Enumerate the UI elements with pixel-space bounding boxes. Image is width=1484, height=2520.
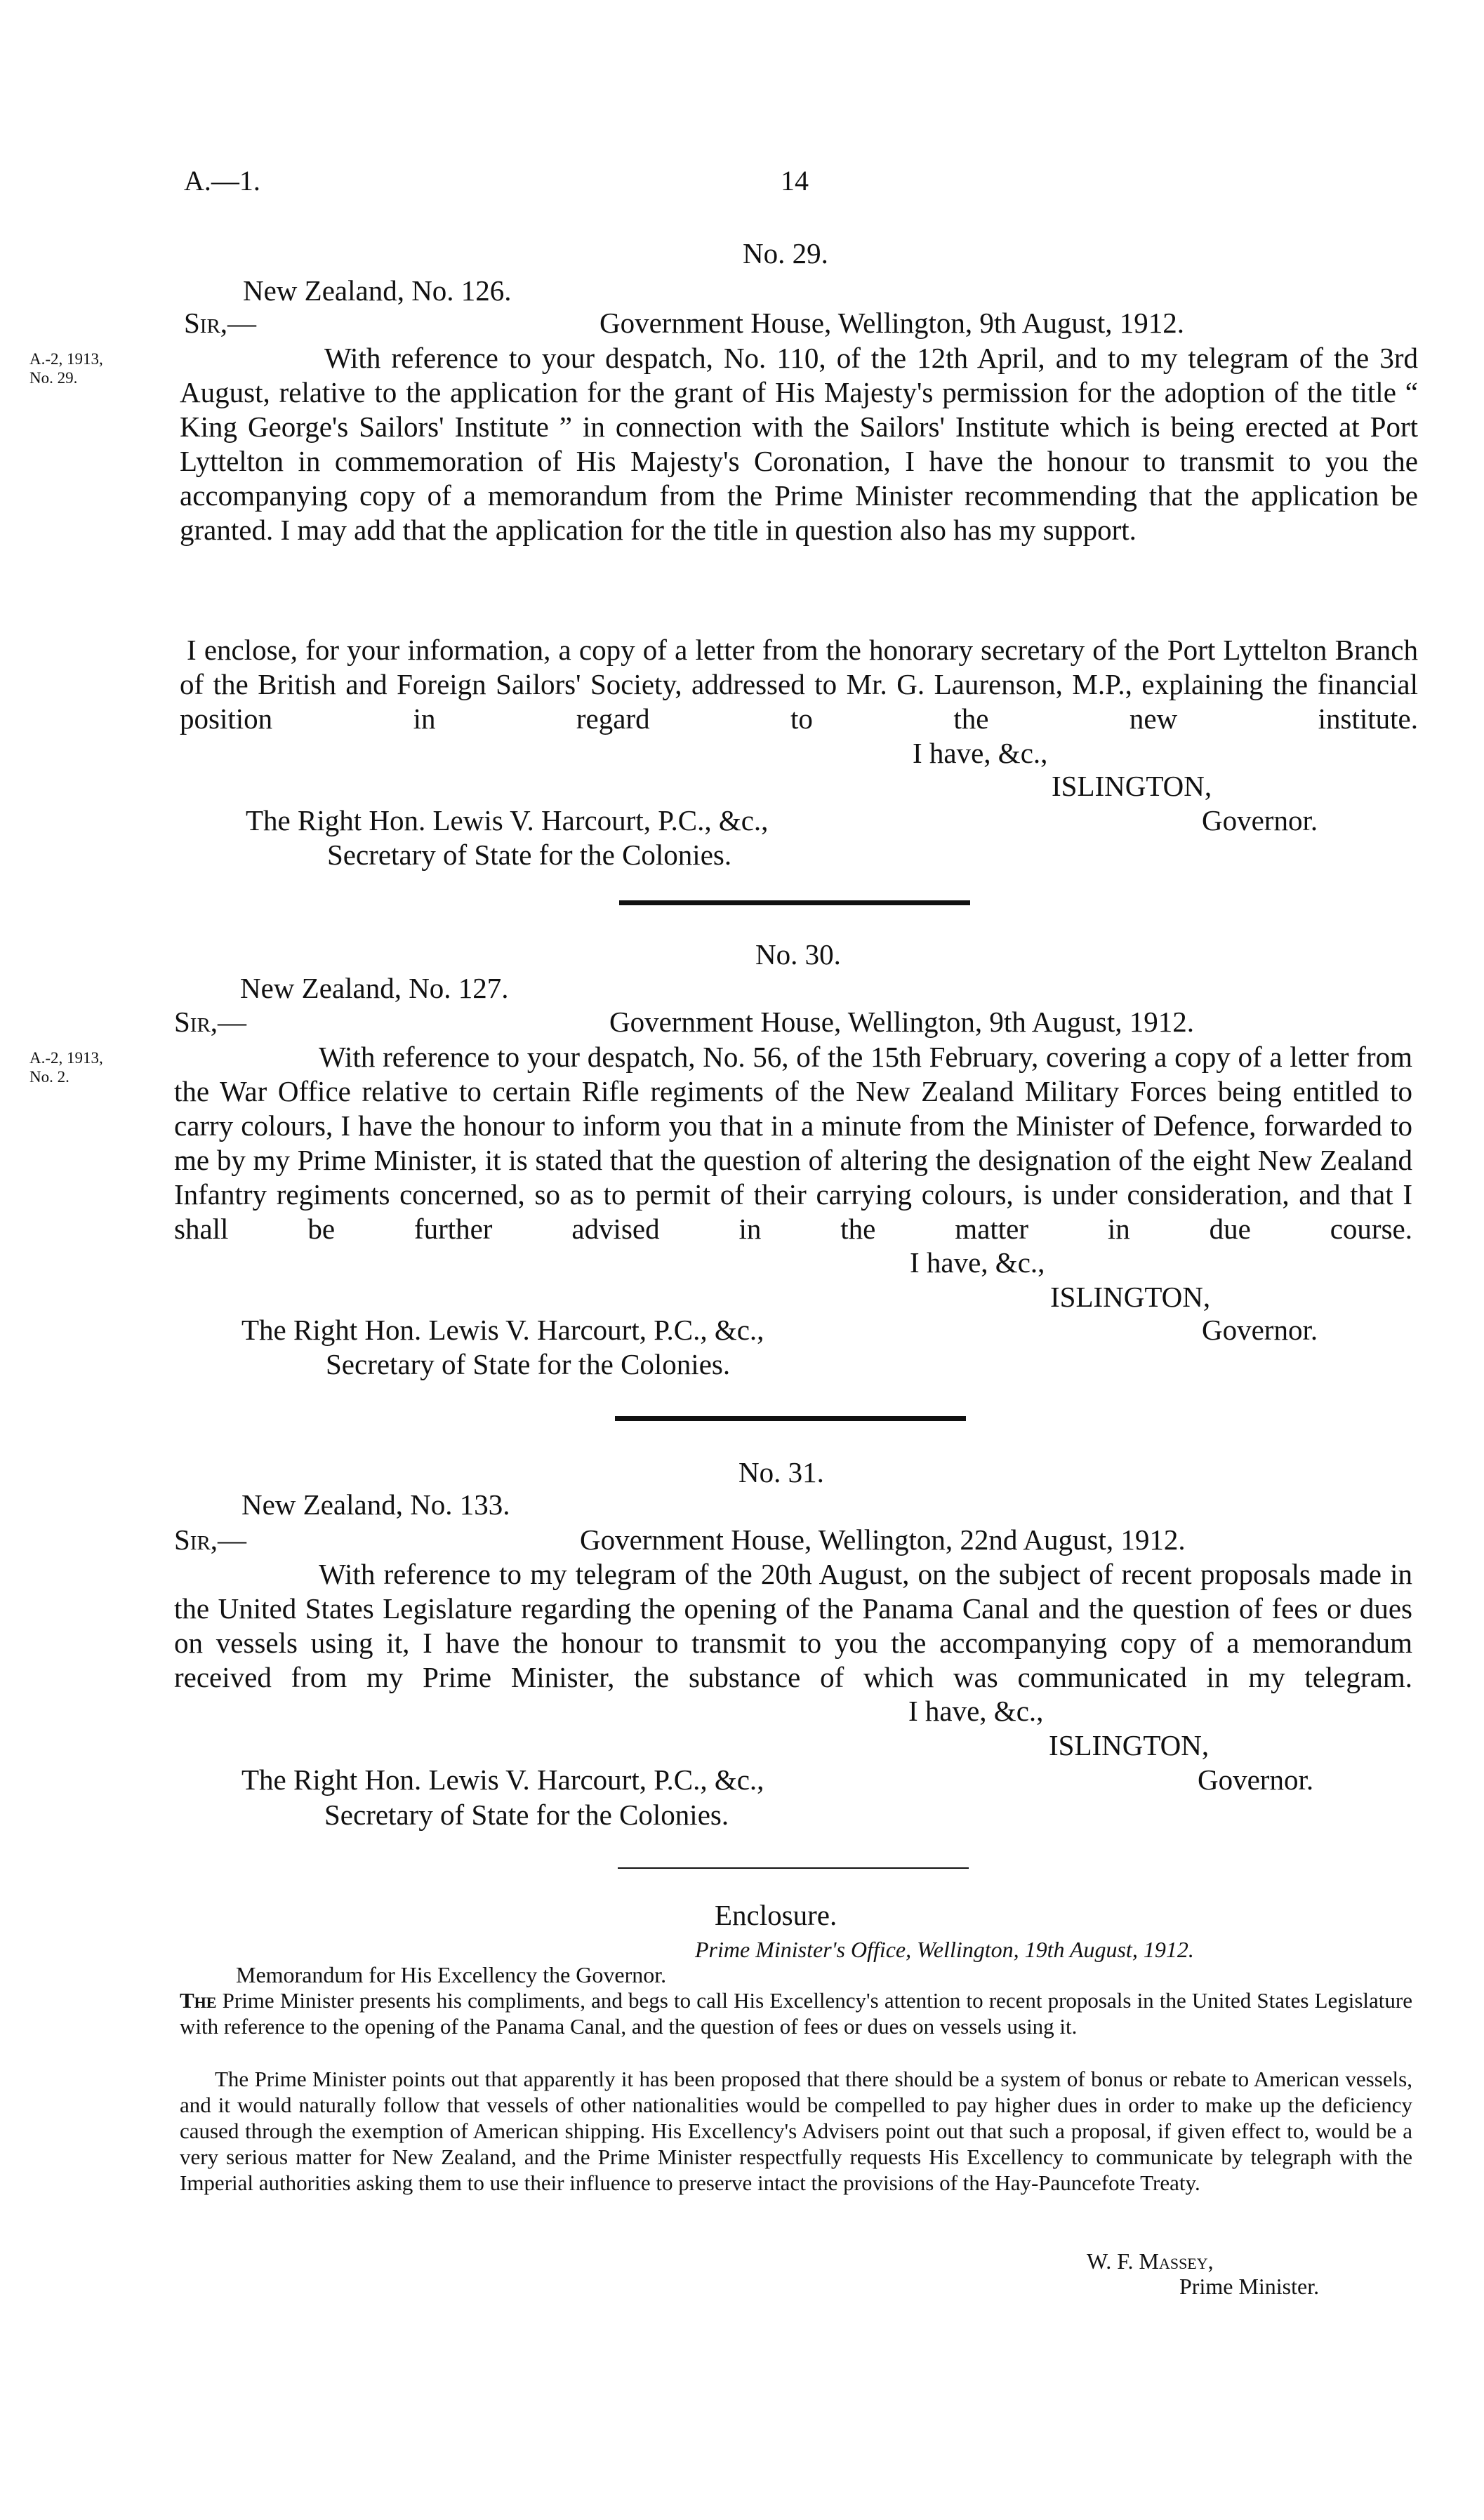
letter-reference: New Zealand, No. 127. <box>240 972 509 1004</box>
letter-paragraph: I enclose, for your information, a copy of a letter from the honorary secretary of the Port Lyttelton Branch of the British and Foreign Sailors' Society, addressed to Mr. G. Laurenson, M.P., explaining the financial position in regard to the new institute. <box>180 634 1418 735</box>
margin-note-line: No. 2. <box>29 1068 69 1086</box>
letter-salutation: Sir,— <box>174 1524 247 1556</box>
section-divider <box>615 1416 966 1421</box>
letter-addressee-title: Secretary of State for the Colonies. <box>327 839 732 871</box>
letter-closing: I have, &c., <box>913 737 1048 769</box>
memo-lead-word: The <box>180 1988 217 2013</box>
letter-closing: I have, &c., <box>910 1246 1045 1279</box>
letter-number: No. 30. <box>755 938 841 971</box>
letter-reference: New Zealand, No. 133. <box>241 1488 510 1521</box>
letter-addressee-title: Secretary of State for the Colonies. <box>324 1799 729 1831</box>
letter-signature: ISLINGTON, <box>1049 1729 1210 1761</box>
margin-note-line: A.-2, 1913, <box>29 1049 103 1067</box>
memo-title: Memorandum for His Excellency the Governor. <box>236 1962 667 1987</box>
letter-number: No. 29. <box>743 237 828 269</box>
page-number: 14 <box>781 165 809 196</box>
letter-signature: ISLINGTON, <box>1050 1281 1211 1313</box>
memo-paragraph: The Prime Minister points out that apparently it has been proposed that there should be a system of bonus or rebate to American vessels, and it would naturally follow that vessels of other nationalities would be compelled to pay higher dues in order to make up the deficiency caused through the exemption of American shipping. His Excellency's Advisers point out that such a proposal, if given effect to, would be a very serious matter for New Zealand, and the Prime Minister respectfully requests His Excellency to communicate by telegraph with the Imperial authorities asking them to use their influence to preserve intact the provisions of the Hay-Pauncefote Treaty. <box>180 2067 1412 2195</box>
memo-signature-title: Prime Minister. <box>1179 2274 1320 2299</box>
section-divider <box>618 1867 969 1869</box>
memo-paragraph <box>180 1987 1412 2039</box>
letter-salutation: Sir,— <box>174 1006 247 1038</box>
letter-signature: ISLINGTON, <box>1052 770 1212 802</box>
enclosure-heading: Enclosure. <box>715 1899 837 1931</box>
letter-paragraph: With reference to your despatch, No. 56, of the 15th February, covering a copy of a letter from the War Office relative to certain Rifle regiments of the New Zealand Military Forces being entitled to carry colours, I have the honour to inform you that in a minute from the Minister of Defence, forwarded to me by my Prime Minister, it is stated that the question of altering the designation of the eight New Zealand Infantry regiments concerned, so as to permit of their carrying colours, is under consideration, and that I shall be further advised in the matter in due course. <box>174 1041 1412 1245</box>
letter-reference: New Zealand, No. 126. <box>243 274 512 307</box>
memo-signature: W. F. Massey, <box>1087 2248 1214 2274</box>
letter-paragraph: With reference to my telegram of the 20th August, on the subject of recent proposals made in the United States Legislature regarding the opening of the Panama Canal and the question of fees or dues on vessels using it, I have the honour to transmit to you the accompanying copy of a memorandum received from my Prime Minister, the substance of which was communicated in my telegram. <box>174 1558 1412 1693</box>
letter-salutation: Sir,— <box>184 307 257 339</box>
letter-address-line: Government House, Wellington, 9th August, 1912. <box>609 1006 1194 1038</box>
margin-note <box>29 349 103 387</box>
margin-note <box>29 1048 103 1086</box>
letter-addressee: The Right Hon. Lewis V. Harcourt, P.C., &c., <box>246 804 769 836</box>
letter-addressee-title: Secretary of State for the Colonies. <box>326 1348 731 1380</box>
letter-addressee: The Right Hon. Lewis V. Harcourt, P.C., &c., <box>241 1314 764 1346</box>
section-divider <box>619 900 970 905</box>
letter-signature-title: Governor. <box>1202 1314 1318 1346</box>
letter-signature-title: Governor. <box>1198 1764 1314 1796</box>
letter-paragraph: With reference to your despatch, No. 110, of the 12th April, and to my telegram of the 3rd August, relative to the application for the grant of His Majesty's permission for the adoption of the title “ King George's Sailors' Institute ” in connection with the Sailors' Institute which is being erected at Port Lyttelton in commemoration of His Majesty's Coronation, I have the honour to transmit to you the accompanying copy of a memorandum from the Prime Minister recommending that the application be granted. I may add that the application for the title in question also has my support. <box>180 342 1418 546</box>
letter-number: No. 31. <box>738 1456 824 1488</box>
memo-paragraph-text: Prime Minister presents his compliments, and begs to call His Excellency's attention to recent proposals in the United States Legislature with reference to the opening of the Panama Canal, and the question of fees or dues on vessels using it. <box>180 1988 1413 2039</box>
enclosure-dateline: Prime Minister's Office, Wellington, 19th August, 1912. <box>695 1937 1194 1962</box>
letter-signature-title: Governor. <box>1202 804 1318 836</box>
letter-closing: I have, &c., <box>908 1695 1044 1727</box>
margin-note-line: A.-2, 1913, <box>29 350 103 368</box>
margin-note-line: No. 29. <box>29 369 78 387</box>
letter-address-line: Government House, Wellington, 9th August, 1912. <box>599 307 1184 339</box>
letter-address-line: Government House, Wellington, 22nd August, 1912. <box>580 1524 1186 1556</box>
letter-addressee: The Right Hon. Lewis V. Harcourt, P.C., &c., <box>241 1764 764 1796</box>
page-header-left: A.—1. <box>184 165 260 196</box>
